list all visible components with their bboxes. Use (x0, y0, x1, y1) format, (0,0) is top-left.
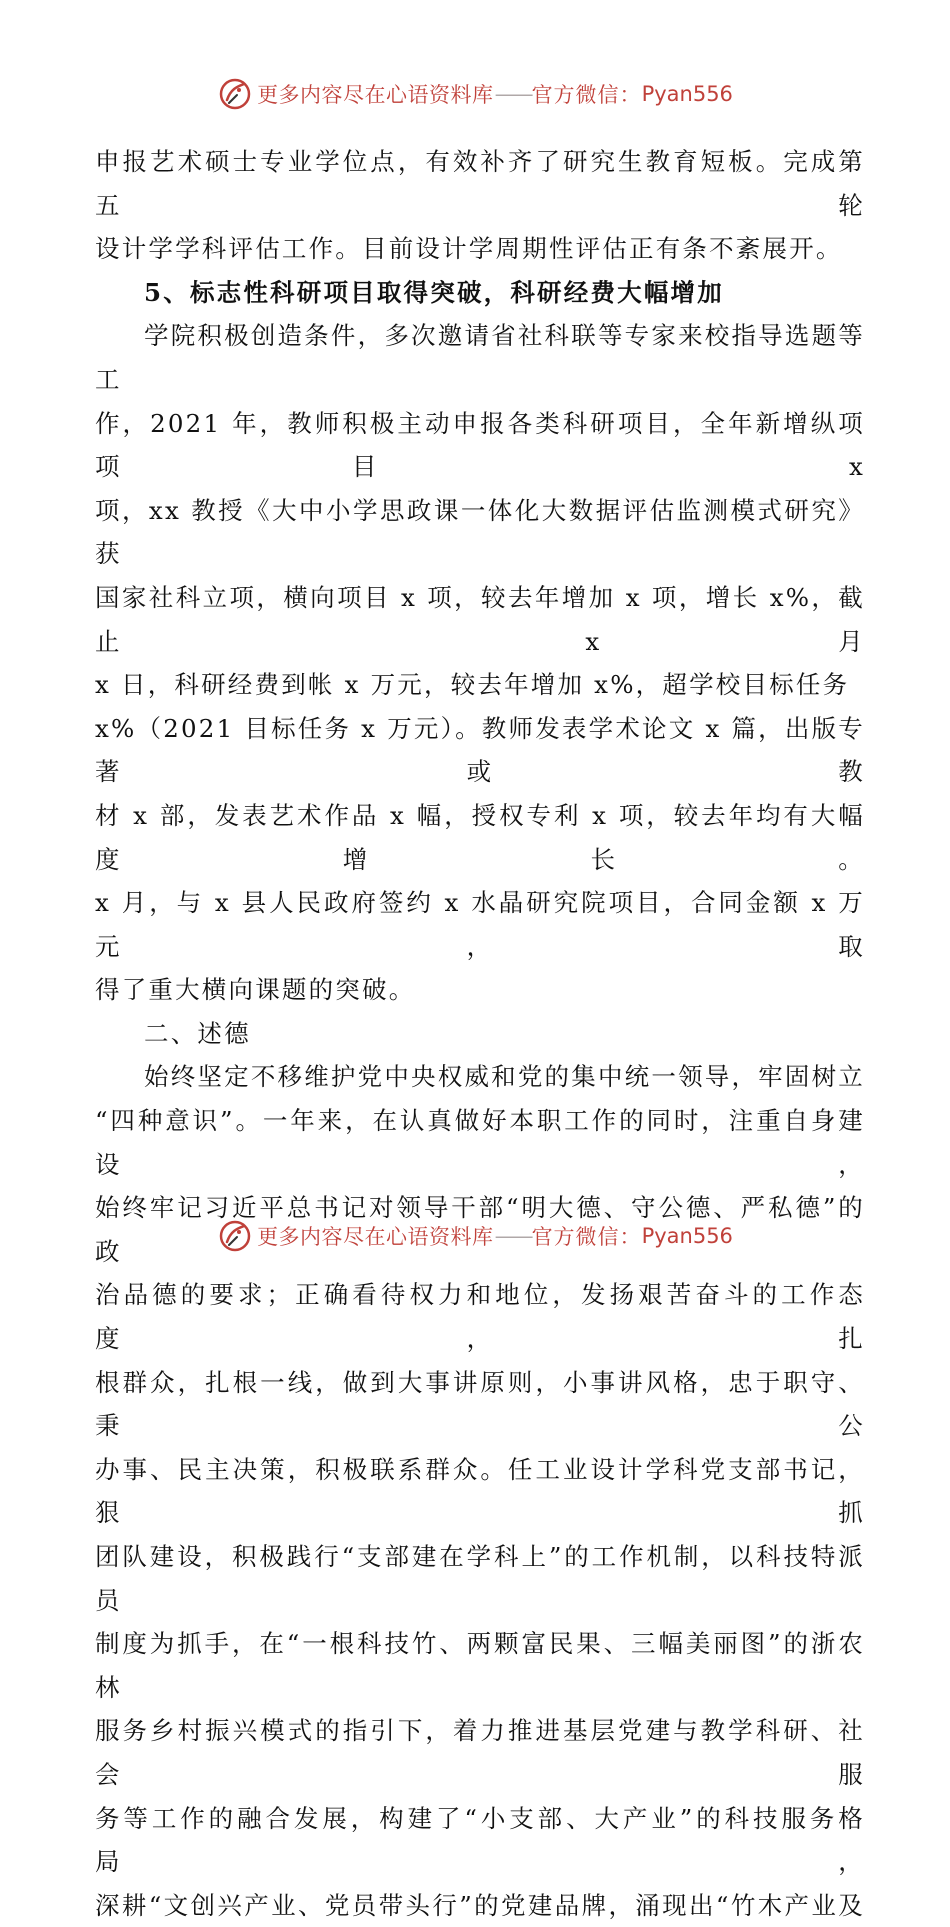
text-line: 制度为抓手，在“一根科技竹、两颗富民果、三幅美丽图”的浙农林 (95, 1629, 865, 1702)
text-line: x 月，与 x 县人民政府签约 x 水晶研究院项目，合同金额 x 万元，取 (95, 888, 865, 961)
text-line: x%（2021 目标任务 x 万元）。教师发表学术论文 x 篇，出版专著或教 (95, 713, 865, 787)
text-line: “四种意识”。一年来，在认真做好本职工作的同时，注重自身建设， (95, 1106, 865, 1179)
watermark-wechat-label: 官方微信： (531, 1225, 642, 1249)
watermark-wechat-id: Pyan556 (641, 1224, 733, 1248)
watermark-logo-icon (217, 1218, 253, 1254)
watermark-header (0, 74, 950, 114)
watermark-logo-icon (217, 76, 253, 112)
text-line: 服务乡村振兴模式的指引下，着力推进基层党建与教学科研、社会服 (95, 1716, 865, 1789)
text-line: 得了重大横向课题的突破。 (95, 975, 416, 1005)
text-line: 作，2021 年，教师积极主动申报各类科研项目，全年新增纵项项目 x (95, 408, 865, 482)
text-line: x 日，科研经费到帐 x 万元，较去年增加 x%，超学校目标任务 (95, 670, 850, 700)
watermark-separator: —— (494, 1224, 531, 1248)
text-line: 材 x 部，发表艺术作品 x 幅，授权专利 x 项，较去年均有大幅度增长。 (95, 800, 865, 874)
watermark-brand: 更多内容尽在心语资料库 (257, 1225, 494, 1249)
text-line: 治品德的要求；正确看待权力和地位，发扬艰苦奋斗的工作态度，扎 (95, 1280, 865, 1354)
watermark-wechat-label: 官方微信： (531, 83, 642, 107)
document-body (95, 140, 865, 1927)
text-line: 根群众，扎根一线，做到大事讲原则，小事讲风格，忠于职守、秉公 (95, 1367, 865, 1441)
watermark-wechat-id: Pyan556 (641, 82, 733, 106)
text-line: 国家社科立项，横向项目 x 项，较去年增加 x 项，增长 x%，截止 x 月 (95, 582, 865, 656)
text-line: 始终牢记习近平总书记对领导干部“明大德、守公德、严私德”的政 (95, 1193, 865, 1266)
section-heading-5: 5、标志性科研项目取得突破，科研经费大幅增加 (144, 277, 724, 307)
section-heading-2: 二、述德 (144, 1018, 251, 1048)
text-line: 始终坚定不移维护党中央权威和党的集中统一领导，牢固树立 (144, 1062, 865, 1092)
watermark-separator: —— (494, 82, 531, 106)
text-line: 深耕“文创兴产业、党员带头行”的党建品牌，涌现出“竹木产业及 (95, 1890, 865, 1920)
watermark-footer (0, 1216, 950, 1256)
text-line: 办事、民主决策，积极联系群众。任工业设计学科党支部书记，狠抓 (95, 1454, 865, 1528)
watermark-brand: 更多内容尽在心语资料库 (257, 83, 494, 107)
text-line: 设计学学科评估工作。目前设计学周期性评估正有条不紊展开。 (95, 234, 843, 264)
text-line: 团队建设，积极践行“支部建在学科上”的工作机制，以科技特派员 (95, 1542, 865, 1615)
text-line: 申报艺术硕士专业学位点，有效补齐了研究生教育短板。完成第五轮 (95, 147, 865, 220)
text-line: 项，xx 教授《大中小学思政课一体化大数据评估监测模式研究》获 (95, 495, 865, 569)
text-line: 学院积极创造条件，多次邀请省社科联等专家来校指导选题等工 (95, 321, 865, 394)
text-line: 务等工作的融合发展，构建了“小支部、大产业”的科技服务格局， (95, 1803, 865, 1877)
